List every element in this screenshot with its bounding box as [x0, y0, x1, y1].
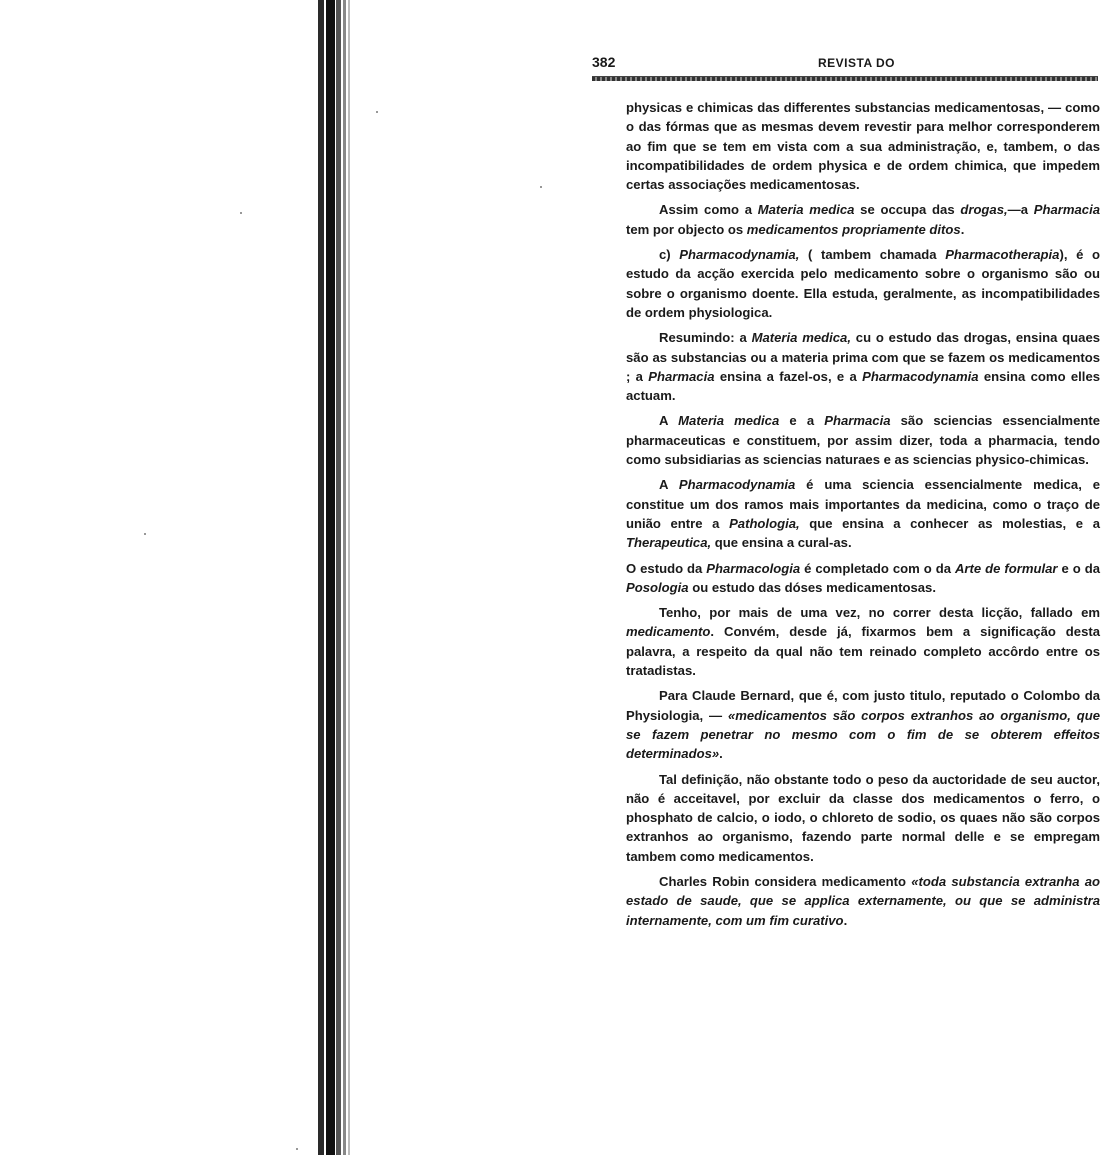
paragraph: Charles Robin considera medicamento «toda substancia extranha ao estado de saude, que se applica externamente, ou que se administra internamente, com um fim curativo. [626, 873, 1100, 928]
page-number: 382 [592, 54, 616, 70]
paragraph: Tenho, por mais de uma vez, no correr desta licção, fallado em medicamento. Convém, desde já, fixarmos bem a significação desta palavra, a respeito da qual não tem reinado completo accôrdo entre os tratadistas. [626, 605, 1100, 679]
binding-gutter-shadow [318, 0, 324, 1155]
paragraph: c) Pharmacodynamia, ( tambem chamada Pharmacotherapia), é o estudo da acção exercida pelo medicamento sobre o organismo são ou sobre o organismo doente. Ella estuda, geralmente, as incompatibilidades de ordem physiologica. [626, 247, 1101, 320]
scan-speck [296, 1148, 298, 1150]
binding-gutter [326, 0, 335, 1155]
scan-speck [240, 212, 242, 214]
paragraph: Tal definição, não obstante todo o peso da auctoridade de seu auctor, não é acceitavel, por excluir da classe dos medicamentos o ferro, o phosphato de calcio, o iodo, o chloreto de sodio, os quaes não são corpos extranhos ao organismo, fazendo parte normal delle e se empregam tambem como medicamentos. [626, 771, 1100, 864]
paragraph: physicas e chimicas das differentes substancias medicamentosas, — como o das fórmas que as mesmas devem revestir para melhor corresponderem ao fim que se tem em vista com a sua administração, e, tambem, o das incompatibilidades de ordem physica e de ordem chimica, que impedem certas associações medicamentosas. [626, 100, 1100, 193]
scan-speck [540, 186, 542, 188]
running-head: REVISTA DO [818, 56, 896, 70]
scan-speck [144, 533, 146, 535]
body-text [626, 98, 1100, 936]
paragraph: A Materia medica e a Pharmacia são sciencias essencialmente pharmaceuticas e constituem, por assim dizer, toda a pharmacia, tendo como subsidiarias as sciencias naturaes e as sciencias physico-chimicas. [626, 413, 1100, 468]
scan-speck [376, 111, 378, 113]
paragraph: Para Claude Bernard, que é, com justo titulo, reputado o Colombo da Physiologia, — «medicamentos são corpos extranhos ao organismo, que se fazem penetrar no mesmo com o fim de se obterem effeitos determinados». [626, 688, 1100, 762]
paragraph: O estudo da Pharmacologia é completado com o da Arte de formular e o da Posologia ou estudo das dóses medicamentosas. [626, 560, 1100, 595]
page-header [592, 52, 1098, 74]
header-rule [592, 76, 1098, 81]
binding-gutter-edge [336, 0, 341, 1155]
paragraph: Assim como a Materia medica se occupa das drogas,—a Pharmacia tem por objecto os medicamentos propriamente ditos. [626, 202, 1100, 237]
paragraph: A Pharmacodynamia é uma sciencia essencialmente medica, e constitue um dos ramos mais importantes da medicina, como o traço de união entre a Pathologia, que ensina a conhecer as molestias, e a Therapeutica, que ensina a cural-as. [626, 477, 1101, 551]
binding-gutter-fade-light [348, 0, 350, 1155]
paragraph: Resumindo: a Materia medica, cu o estudo das drogas, ensina quaes são as substancias ou a materia prima com que se fazem os medicamentos ; a Pharmacia ensina a fazel-os, e a Pharmacodynamia ensina como elles actuam. [626, 330, 1101, 404]
binding-gutter-fade [343, 0, 346, 1155]
